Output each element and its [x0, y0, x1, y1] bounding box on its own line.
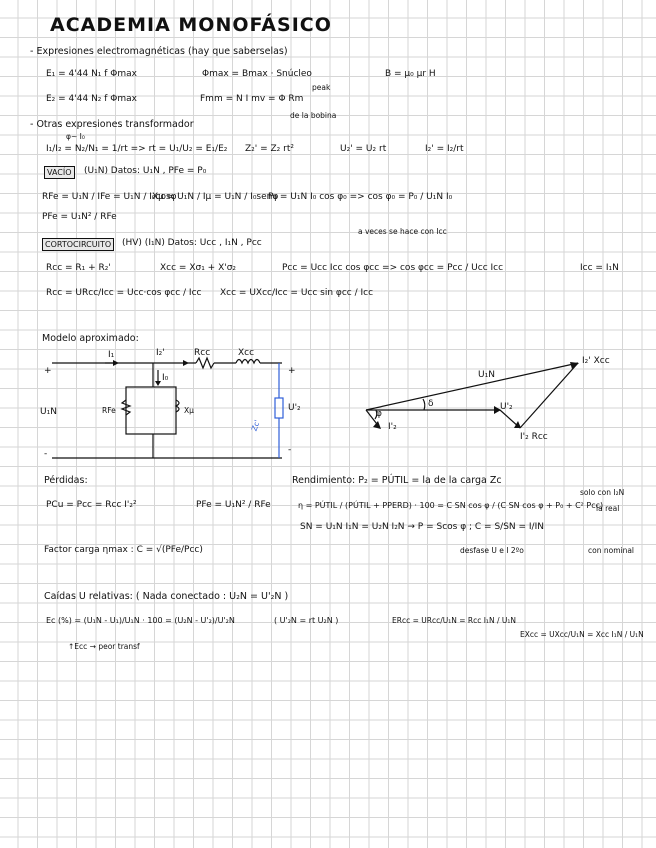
icc-formula: Icc = I₁N — [580, 263, 619, 273]
b-formula: B = μ₀ μr H — [385, 69, 436, 79]
cc-note: a veces se hace con Icc — [358, 227, 447, 236]
peak-note: peak — [312, 83, 331, 92]
page-title: ACADEMIA MONOFÁSICO — [50, 14, 332, 36]
rendimiento-note-1: solo con I₂N — [580, 488, 625, 497]
vacio-conditions: (U₁N) Datos: U₁N , PFe = P₀ — [84, 166, 207, 176]
caidas-heading: Caídas U relativas: ( Nada conectado : U₂N = U'₂N ) — [44, 591, 289, 602]
rendimiento-note-4: con nominal — [588, 546, 635, 555]
xcc2-formula: Xcc = UXcc/Icc = Ucc sin φcc / Icc — [220, 288, 374, 298]
circuit-minus-right: - — [288, 445, 292, 455]
circuit-xmu-label: Xμ — [184, 406, 194, 415]
pfe-vacio-formula: PFe = U₁N² / RFe — [42, 212, 117, 222]
ratio-formula: I₁/I₂ = N₂/N₁ = 1/rt => rt = U₁/U₂ = E₁/E₂ — [46, 144, 228, 154]
bobina-note: de la bobina — [290, 111, 337, 120]
exc-formula: EXcc = UXcc/U₁N = Xcc I₁N / U₁N — [520, 630, 644, 639]
circuit-zc-label: Zc' — [249, 418, 262, 433]
rendimiento-note-2: la real — [596, 504, 620, 513]
phi-note: φ~ I₀ — [66, 132, 85, 141]
fmm-formula: Fmm = N I mv = Φ Rm — [200, 94, 304, 104]
pcu-formula: PCu = Pcc = Rcc I'₂² — [46, 500, 137, 510]
circuit-xcc-label: Xcc — [238, 348, 255, 358]
xcc-formula: Xcc = Xσ₁ + X'σ₂ — [160, 263, 237, 273]
xmu-formula: Xμ = U₁N / Iμ = U₁N / I₀senφ — [152, 192, 279, 202]
vacio-badge: VACÍO — [44, 166, 75, 179]
e2-formula: E₂ = 4'44 N₂ f Φmax — [46, 94, 137, 104]
circuit-minus-left: - — [44, 449, 48, 459]
sn-formula: SN = U₁N I₁N = U₂N I₂N → P = Scos φ ; C = S/SN = I/IN — [300, 522, 544, 532]
circuit-rcc-label: Rcc — [194, 348, 211, 358]
circuit-rfe-label: RFe — [102, 406, 116, 415]
cc-conditions: (HV) (I₁N) Datos: Ucc , I₁N , Pcc — [122, 238, 262, 248]
e1-formula: E₁ = 4'44 N₁ f Φmax — [46, 69, 137, 79]
phasor-phi-label: φ — [376, 409, 382, 419]
caidas-note: ↑Ecc → peor transf — [68, 642, 140, 651]
rcc-formula: Rcc = R₁ + R₂' — [46, 263, 111, 273]
rendimiento-note-3: desfase U e I 2ºo — [460, 546, 524, 555]
circuit-i2p-label: I₂' — [156, 348, 165, 358]
phasor-i2rcc-label: I'₂ Rcc — [520, 432, 548, 442]
circuit-u1n-label: U₁N — [40, 407, 57, 417]
p0-formula: P₀ = U₁N I₀ cos φ₀ => cos φ₀ = P₀ / U₁N I₀ — [268, 192, 453, 202]
cortocircuito-badge: CORTOCIRCUITO — [42, 238, 114, 251]
erc-formula: ERcc = URcc/U₁N = Rcc I₁N / U₁N — [392, 616, 516, 625]
pfe-formula: PFe = U₁N² / RFe — [196, 500, 271, 510]
phasor-u2p-label: U'₂ — [500, 402, 513, 412]
rcc2-formula: Rcc = URcc/Icc = Ucc·cos φcc / Icc — [46, 288, 202, 298]
transformer-heading: - Otras expresiones transformador — [30, 119, 194, 130]
factor-carga-formula: Factor carga ηmax : C = √(PFe/Pcc) — [44, 545, 203, 555]
perdidas-heading: Pérdidas: — [44, 475, 88, 486]
circuit-i0-label: I₀ — [162, 373, 169, 383]
eta-formula: η = PÚTIL / (PÚTIL + PPERD) · 100 = C SN cos φ / (C SN cos φ + P₀ + C² Pcc) — [298, 501, 604, 510]
phasor-i2p-label: I'₂ — [388, 422, 397, 432]
circuit-plus-left: + — [44, 366, 52, 376]
i2-formula: I₂' = I₂/rt — [425, 144, 464, 154]
phimax-formula: Φmax = Bmax · Snúcleo — [202, 69, 312, 79]
phasor-delta-label: δ — [428, 399, 434, 409]
rendimiento-heading: Rendimiento: P₂ = PÚTIL = la de la carga Zc — [292, 475, 502, 486]
circuit-heading: Modelo aproximado: — [42, 333, 139, 344]
phasor-i2xcc-label: I₂' Xcc — [582, 356, 610, 366]
u2n-formula: ( U'₂N = rt U₂N ) — [274, 616, 339, 625]
rfe-formula: RFe = U₁N / IFe = U₁N / I₀cosφ — [42, 192, 177, 202]
circuit-plus-right: + — [288, 366, 296, 376]
z2-formula: Z₂' = Z₂ rt² — [245, 144, 294, 154]
circuit-u2p-label: U'₂ — [288, 403, 301, 413]
ec-formula: Ec (%) = (U₁N - U₁)/U₁N · 100 = (U₂N - U'₂)/U'₂N — [46, 616, 235, 625]
phasor-u1n-label: U₁N — [478, 370, 495, 380]
electromag-heading: - Expresiones electromagnéticas (hay que saberselas) — [30, 46, 288, 57]
circuit-i1-label: I₁ — [108, 350, 115, 360]
pcc-formula: Pcc = Ucc Icc cos φcc => cos φcc = Pcc / Ucc Icc — [282, 263, 504, 273]
u2-formula: U₂' = U₂ rt — [340, 144, 387, 154]
